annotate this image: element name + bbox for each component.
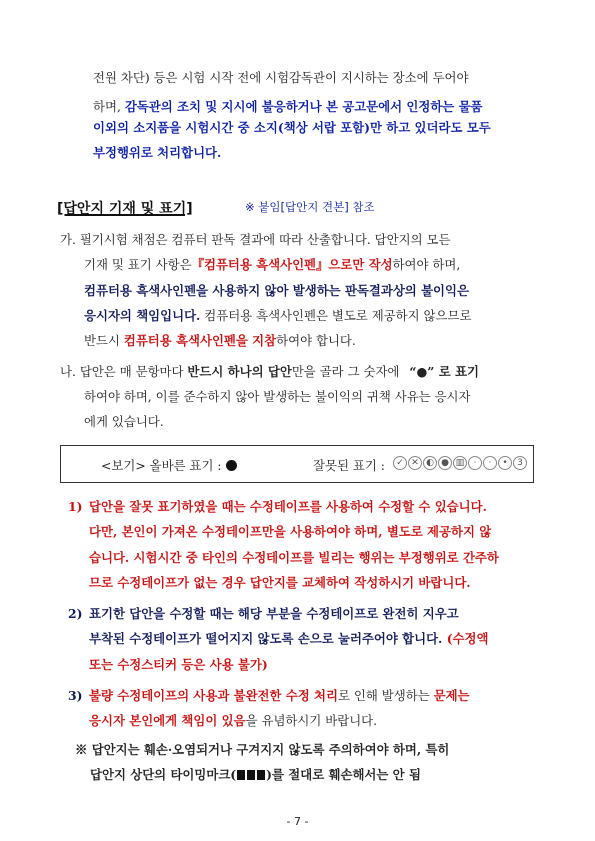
- ga-line-2-emphasis: 『컴퓨터용 흑색사인펜』으로만 작성: [191, 257, 393, 272]
- na-line-1-mark: “●” 로 표기: [409, 364, 479, 379]
- intro-line-2: [93, 97, 483, 117]
- na-line-1-emphasis: 반드시 하나의 답안: [187, 364, 292, 379]
- example-box: [60, 445, 534, 483]
- ga-line-2-c: 하여야 하며,: [392, 257, 461, 272]
- item-1-line-4: 므로 수정테이프가 없는 경우 답안지를 교체하여 작성하시기 바랍니다.: [89, 575, 471, 590]
- item-3-line-1-a: 불량 수정테이프의 사용과 불완전한 수정 처리: [89, 688, 338, 703]
- half-circle-icon: ◐: [423, 456, 437, 470]
- item-3-line-2-b: 을 유념하시기 바랍니다.: [245, 713, 378, 728]
- item-1-number: 1): [68, 499, 83, 514]
- striped-circle-icon: ▥: [453, 456, 467, 470]
- warning-line-2-b: )를 절대로 훼손해서는 안 됨: [266, 767, 421, 782]
- na-line-1-c: 만을 골라 그 숫자에: [291, 364, 404, 379]
- item-1-line-1: 답안을 잘못 표기하였을 때는 수정테이프를 사용하여 수정할 수 있습니다.: [89, 499, 487, 514]
- wrong-mark-examples: [393, 456, 527, 470]
- small-dot-icon: ·: [483, 456, 497, 470]
- intro-line-4: 부정행위로 처리합니다.: [93, 145, 222, 160]
- filled-circle-icon: [226, 460, 237, 471]
- intro-line-3: 이외의 소지품을 시험시간 중 소지(책상 서랍 포함)만 하고 있더라도 모두: [93, 120, 491, 135]
- section-title: [답안지 기재 및 표기]: [57, 201, 193, 217]
- intro-line-1: 전원 차단) 등은 시험 시작 전에 시험감독관이 지시하는 장소에 두어야: [93, 70, 469, 85]
- item-3-line-1: [89, 686, 470, 706]
- item-3-line-1-c: 문제는: [433, 688, 470, 703]
- item-3-line-1-b: 로 인해 발생하는: [338, 688, 434, 703]
- ga-line-5: [84, 331, 356, 351]
- check-mark-icon: ✓: [393, 456, 407, 470]
- item-2-line-2: [89, 629, 488, 649]
- na-line-2: 하여야 하며, 이를 준수하지 않아 발생하는 불이익의 귀책 사유는 응시자: [84, 389, 471, 404]
- na-line-1-a: 나. 답안은 매 문항마다: [60, 364, 188, 379]
- item-3-line-2: [89, 711, 377, 731]
- intro-line-2-emphasis: 감독관의 조치 및 지시에 불응하거나 본 공고문에서 인정하는 물품: [124, 99, 483, 114]
- small-dot-icon: ·: [468, 456, 482, 470]
- item-1-line-2: 다만, 본인이 가져온 수정테이프만을 사용하여야 하며, 별도로 제공하지 않: [89, 524, 492, 539]
- warning-line-1: ※ 답안지는 훼손·오염되거나 구겨지지 않도록 주의하여야 하며, 특히: [75, 742, 450, 757]
- ga-line-1: 가. 필기시험 채점은 컴퓨터 판독 결과에 따라 산출합니다. 답안지의 모든: [60, 232, 451, 247]
- ga-line-5-a: 반드시: [84, 333, 124, 348]
- intro-line-2-plain: 하며,: [93, 99, 125, 114]
- item-2-line-2-b: (수정액: [442, 631, 489, 646]
- ga-line-5-c: 하여야 합니다.: [276, 333, 356, 348]
- dot-circle-icon: •: [498, 456, 512, 470]
- item-1-line-3: 습니다. 시험시간 중 타인의 수정테이프를 빌리는 행위는 부정행위로 간주하: [89, 550, 499, 565]
- item-2-line-3: 또는 수정스티커 등은 사용 불가): [89, 657, 268, 672]
- ga-line-2-a: 기재 및 표기 사항은: [84, 257, 192, 272]
- item-2-line-1: 표기한 답안을 수정할 때는 해당 부분을 수정테이프로 완전히 지우고: [89, 606, 459, 621]
- timing-mark-icon: [236, 767, 266, 782]
- ga-line-4-emphasis: 응시자의 책임입니다.: [84, 308, 201, 323]
- na-line-3: 에게 있습니다.: [84, 414, 164, 429]
- warning-line-2-a: 답안지 상단의 타이밍마크(: [90, 767, 237, 782]
- filled-circle-icon: ●: [438, 456, 452, 470]
- section-note: ※ 붙임[답안지 견본] 참조: [245, 200, 375, 214]
- number-circle-icon: 3: [513, 456, 527, 470]
- item-2-line-2-a: 부착된 수정테이프가 떨어지지 않도록 손으로 눌러주어야 합니다.: [89, 631, 443, 646]
- ga-line-3: 컴퓨터용 흑색사인펜을 사용하지 않아 발생하는 판독결과상의 불이익은: [84, 283, 469, 298]
- item-3-number: 3): [68, 688, 83, 703]
- correct-mark-label: <보기> 올바른 표기 :: [101, 458, 222, 473]
- ga-line-5-emphasis: 컴퓨터용 흑색사인펜을 지참: [123, 333, 277, 348]
- na-line-1: [60, 362, 479, 382]
- warning-line-2: [90, 765, 421, 785]
- ga-line-2: [84, 255, 460, 275]
- x-mark-icon: ✕: [408, 456, 422, 470]
- wrong-mark-label: 잘못된 표기 :: [313, 458, 385, 473]
- ga-line-4: [84, 306, 471, 326]
- correct-mark-example: [101, 456, 237, 474]
- item-3-line-2-a: 응시자 본인에게 책임이 있음: [89, 713, 246, 728]
- page-number: - 7 -: [286, 815, 309, 828]
- ga-line-4-plain: 컴퓨터용 흑색사인펜은 별도로 제공하지 않으므로: [200, 308, 472, 323]
- item-2-number: 2): [68, 606, 83, 621]
